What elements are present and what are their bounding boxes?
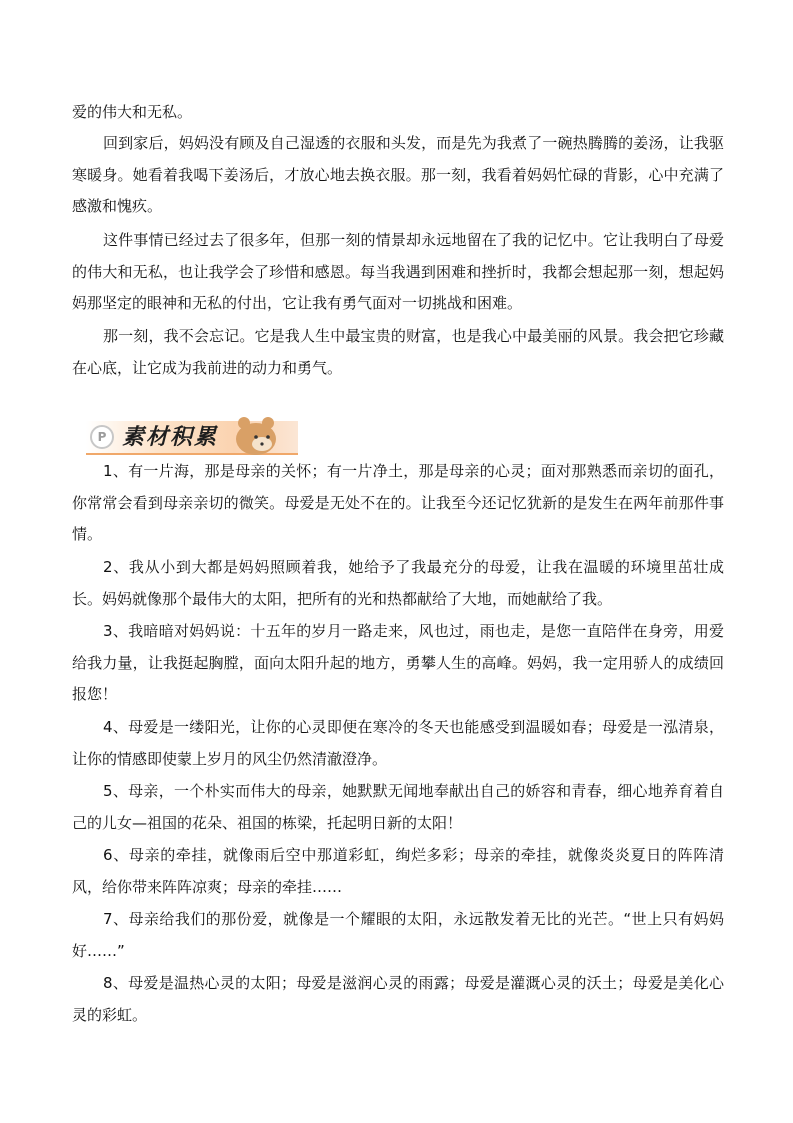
logo-badge-icon: P (90, 425, 114, 449)
story-paragraph-3: 这件事情已经过去了很多年，但那一刻的情景却永远地留在了我的记忆中。它让我明白了母爱的伟大和无私，也让我学会了珍惜和感恩。每当我遇到困难和挫折时，我都会想起那一刻，想起妈妈那坚定的眼神和无私的付出，它让我有勇气面对一切挑战和困难。 (72, 231, 724, 312)
story-paragraph-4: 那一刻，我不会忘记。它是我人生中最宝贵的财富，也是我心中最美丽的风景。我会把它珍藏在心底，让它成为我前进的动力和勇气。 (72, 327, 724, 377)
list-item: 3、我暗暗对妈妈说：十五年的岁月一路走来，风也过，雨也走，是您一直陪伴在身旁，用爱给我力量，让我挺起胸膛，面向太阳升起的地方，勇攀人生的高峰。妈妈，我一定用骄人的成绩回报您！ (72, 622, 724, 703)
bear-mascot-icon (232, 411, 284, 455)
story-paragraph-1: 爱的伟大和无私。 (72, 103, 193, 121)
list-item: 4、母爱是一缕阳光，让你的心灵即便在寒冷的冬天也能感受到温暖如春；母爱是一泓清泉，让你的情感即使蒙上岁月的风尘仍然清澈澄净。 (72, 718, 724, 768)
section-title: 素材积累 (122, 425, 219, 450)
list-item: 1、有一片海，那是母亲的关怀；有一片净土，那是母亲的心灵；面对那熟悉而亲切的面孔，你常常会看到母亲亲切的微笑。母爱是无处不在的。让我至今还记忆犹新的是发生在两年前那件事情。 (72, 462, 724, 543)
list-item: 7、母亲给我们的那份爱，就像是一个耀眼的太阳，永远散发着无比的光芒。“世上只有妈妈好……” (72, 910, 724, 960)
list-item: 2、我从小到大都是妈妈照顾着我，她给予了我最充分的母爱，让我在温暖的环境里茁壮成长。妈妈就像那个最伟大的太阳，把所有的光和热都献给了大地，而她献给了我。 (72, 558, 724, 608)
story-paragraph-2: 回到家后，妈妈没有顾及自己湿透的衣服和头发，而是先为我煮了一碗热腾腾的姜汤，让我驱寒暖身。她看着我喝下姜汤后，才放心地去换衣服。那一刻，我看着妈妈忙碌的背影，心中充满了感激和愧疚。 (72, 134, 724, 215)
list-item: 8、母爱是温热心灵的太阳；母爱是滋润心灵的雨露；母爱是灌溉心灵的沃土；母爱是美化心灵的彩虹。 (72, 974, 724, 1024)
list-item: 6、母亲的牵挂，就像雨后空中那道彩虹，绚烂多彩；母亲的牵挂，就像炎炎夏日的阵阵清风，给你带来阵阵凉爽；母亲的牵挂…… (72, 846, 724, 896)
list-item: 5、母亲，一个朴实而伟大的母亲，她默默无闻地奉献出自己的娇容和青春，细心地养育着自己的儿女—祖国的花朵、祖国的栋梁，托起明日新的太阳！ (72, 782, 724, 832)
section-banner (86, 411, 298, 455)
